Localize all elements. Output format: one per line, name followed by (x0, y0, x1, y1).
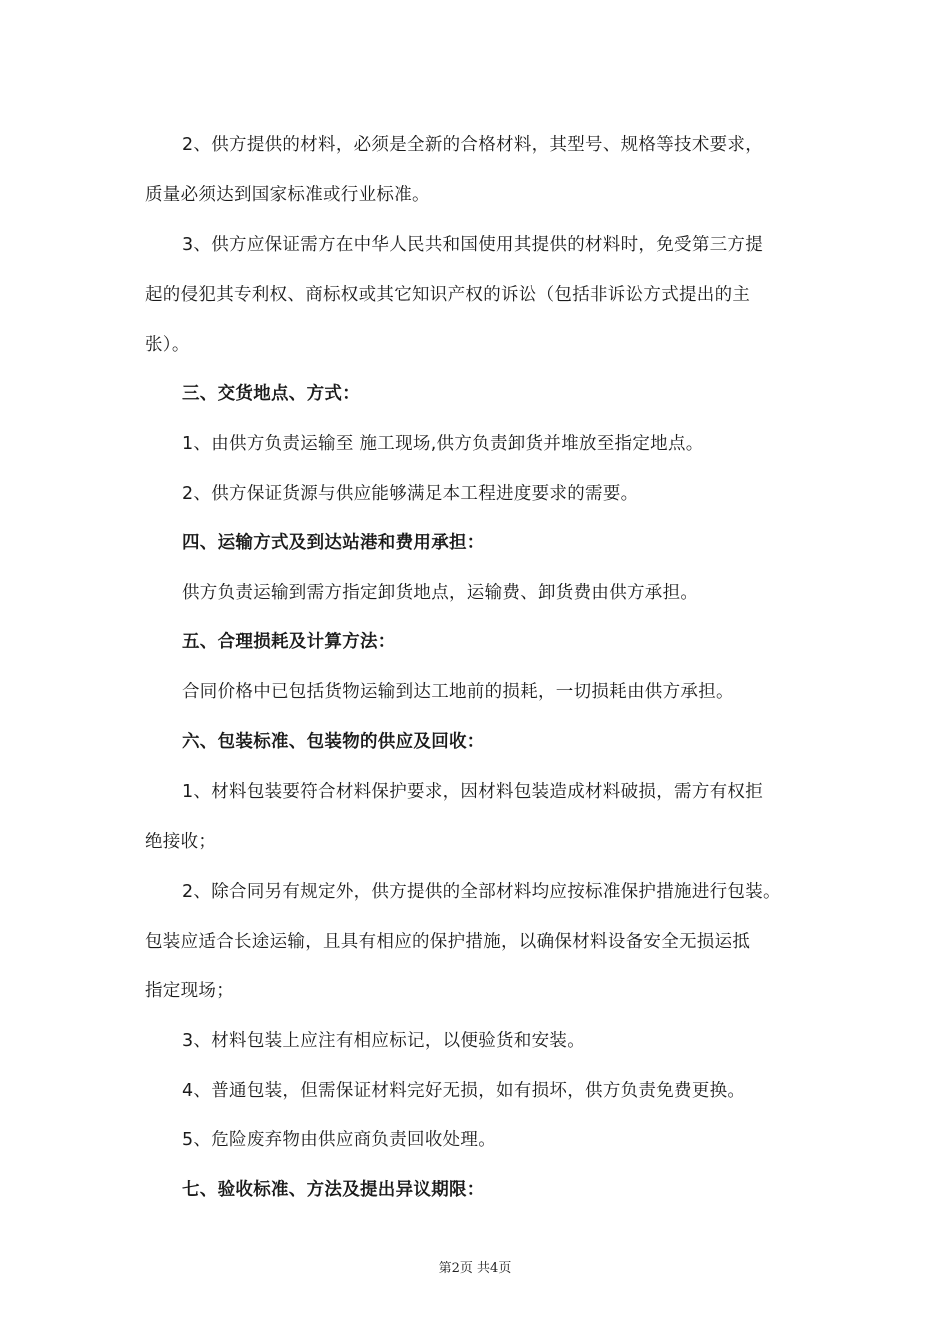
section-6-item-4: 4、普通包装，但需保证材料完好无损，如有损坏，供方负责免费更换。 (182, 1081, 746, 1101)
section-5-heading: 五、合理损耗及计算方法： (182, 632, 396, 652)
page-number-footer: 第2页 共4页 (438, 1261, 512, 1276)
section-6-item-2-line-1: 2、除合同另有规定外，供方提供的全部材料均应按标准保护措施进行包装。 (182, 882, 781, 902)
clause-3-line-3: 张）。 (145, 335, 190, 355)
section-4-heading: 四、运输方式及到达站港和费用承担： (182, 533, 485, 553)
section-7-heading: 七、验收标准、方法及提出异议期限： (182, 1180, 485, 1200)
section-6-item-5: 5、危险废弃物由供应商负责回收处理。 (182, 1130, 497, 1150)
section-3-item-1: 1、由供方负责运输至 施工现场,供方负责卸货并堆放至指定地点。 (182, 434, 704, 454)
section-6-item-1-line-2: 绝接收； (145, 832, 217, 852)
section-3-item-2: 2、供方保证货源与供应能够满足本工程进度要求的需要。 (182, 484, 639, 504)
section-6-item-2-line-3: 指定现场； (145, 981, 234, 1001)
clause-2-line-1: 2、供方提供的材料，必须是全新的合格材料，其型号、规格等技术要求， (182, 135, 764, 155)
section-6-heading: 六、包装标准、包装物的供应及回收： (182, 732, 485, 752)
clause-3-line-1: 3、供方应保证需方在中华人民共和国使用其提供的材料时，免受第三方提 (182, 235, 764, 255)
section-6-item-2-line-2: 包装应适合长途运输，且具有相应的保护措施，以确保材料设备安全无损运抵 (145, 932, 751, 952)
section-5-text: 合同价格中已包括货物运输到达工地前的损耗，一切损耗由供方承担。 (182, 682, 734, 702)
section-3-heading: 三、交货地点、方式： (182, 384, 360, 404)
section-6-item-3: 3、材料包装上应注有相应标记，以便验货和安装。 (182, 1031, 586, 1051)
section-4-text: 供方负责运输到需方指定卸货地点，运输费、卸货费由供方承担。 (182, 583, 699, 603)
clause-3-line-2: 起的侵犯其专利权、商标权或其它知识产权的诉讼（包括非诉讼方式提出的主 (145, 285, 751, 305)
section-6-item-1-line-1: 1、材料包装要符合材料保护要求，因材料包装造成材料破损，需方有权拒 (182, 782, 764, 802)
clause-2-line-2: 质量必须达到国家标准或行业标准。 (145, 185, 430, 205)
